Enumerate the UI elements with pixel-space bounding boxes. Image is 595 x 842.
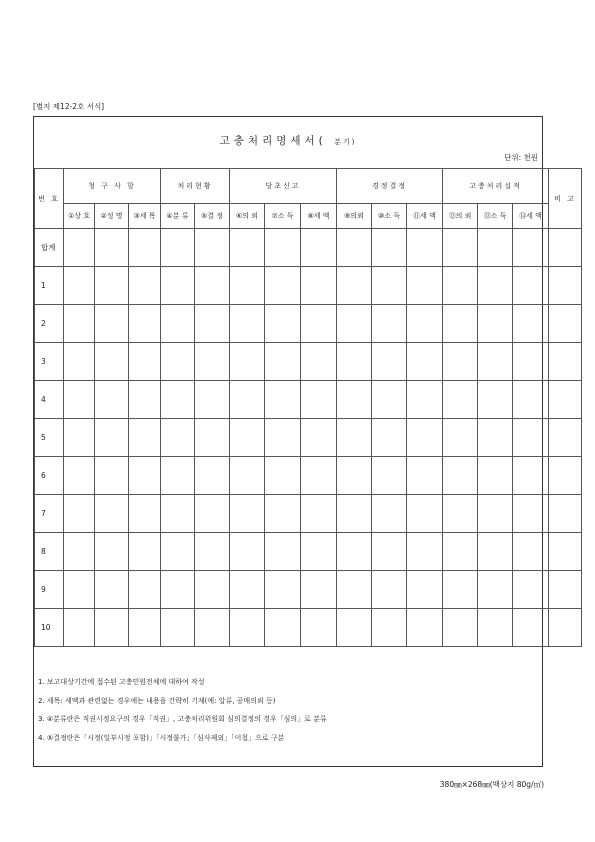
table-cell[interactable] — [129, 381, 161, 419]
total-row — [35, 229, 582, 267]
table-cell[interactable] — [230, 533, 265, 571]
table-cell[interactable] — [265, 609, 301, 647]
table-cell[interactable] — [372, 457, 407, 495]
col-header: ⑧세 액 — [301, 204, 337, 229]
table-cell[interactable] — [265, 457, 301, 495]
table-cell[interactable] — [337, 419, 372, 457]
table-cell[interactable] — [443, 495, 478, 533]
table-cell[interactable] — [549, 267, 582, 305]
table-cell[interactable] — [64, 495, 95, 533]
table-cell[interactable] — [337, 343, 372, 381]
header-correction: 경정결정 — [337, 169, 443, 204]
table-cell[interactable] — [195, 609, 230, 647]
title-quarter: 분기) — [334, 138, 357, 146]
table-cell[interactable] — [230, 495, 265, 533]
table-row — [35, 305, 582, 343]
table-cell[interactable] — [549, 419, 582, 457]
table-cell[interactable] — [265, 533, 301, 571]
col-header: ⑥의 뢰 — [230, 204, 265, 229]
table-cell[interactable] — [301, 533, 337, 571]
header-remarks: 비 고 — [549, 169, 582, 229]
row-label: 3 — [35, 343, 64, 381]
table-cell[interactable] — [230, 305, 265, 343]
table-cell[interactable] — [265, 495, 301, 533]
form-frame — [33, 116, 576, 767]
table-cell[interactable] — [443, 533, 478, 571]
table-cell[interactable] — [64, 229, 95, 267]
col-header: ①상 호 — [64, 204, 95, 229]
table-row — [35, 457, 582, 495]
table-cell[interactable] — [230, 381, 265, 419]
table-cell[interactable] — [549, 571, 582, 609]
row-label: 10 — [35, 609, 64, 647]
table-cell[interactable] — [407, 533, 443, 571]
table-cell[interactable] — [265, 229, 301, 267]
header-claim: 청 구 사 항 — [64, 169, 161, 204]
note-item: 2. 세목: 세액과 관련없는 경우에는 내용을 간략히 기재(예: 압류, 공매의뢰 등) — [38, 696, 276, 705]
table-row — [35, 533, 582, 571]
table-cell[interactable] — [161, 381, 195, 419]
table-cell[interactable] — [337, 267, 372, 305]
header-number: 번 호 — [35, 169, 64, 229]
table-cell[interactable] — [372, 419, 407, 457]
table-cell[interactable] — [301, 495, 337, 533]
table-cell[interactable] — [230, 419, 265, 457]
table-cell[interactable] — [513, 305, 549, 343]
table-cell[interactable] — [407, 305, 443, 343]
table-row — [35, 609, 582, 647]
notes — [38, 673, 327, 747]
table-cell[interactable] — [161, 229, 195, 267]
table-cell[interactable] — [372, 533, 407, 571]
table-cell[interactable] — [64, 381, 95, 419]
table-cell[interactable] — [337, 305, 372, 343]
table-cell[interactable] — [443, 381, 478, 419]
table-cell[interactable] — [129, 457, 161, 495]
row-label: 합계 — [35, 229, 64, 267]
header-results: 고충처리실적 — [443, 169, 549, 204]
table-cell[interactable] — [195, 571, 230, 609]
table-cell[interactable] — [230, 457, 265, 495]
table-cell[interactable] — [513, 381, 549, 419]
table-cell[interactable] — [372, 609, 407, 647]
table-cell[interactable] — [443, 419, 478, 457]
table-cell[interactable] — [513, 419, 549, 457]
table-cell[interactable] — [95, 609, 129, 647]
header-processing: 처리현황 — [161, 169, 230, 204]
table-cell[interactable] — [478, 267, 513, 305]
table-cell[interactable] — [337, 457, 372, 495]
table-cell[interactable] — [64, 267, 95, 305]
table-cell[interactable] — [478, 533, 513, 571]
table-cell[interactable] — [95, 533, 129, 571]
table-cell[interactable] — [195, 267, 230, 305]
table-cell[interactable] — [478, 343, 513, 381]
col-header: ③세 목 — [129, 204, 161, 229]
table-cell[interactable] — [443, 229, 478, 267]
table-cell[interactable] — [195, 343, 230, 381]
table-cell[interactable] — [265, 381, 301, 419]
table-cell[interactable] — [407, 571, 443, 609]
table-cell[interactable] — [478, 305, 513, 343]
col-header: ⑫의 뢰 — [443, 204, 478, 229]
table-cell[interactable] — [407, 495, 443, 533]
form-label: [별지 제12-2호 서식] — [33, 102, 105, 111]
table-cell[interactable] — [195, 495, 230, 533]
table-cell[interactable] — [64, 457, 95, 495]
table-cell[interactable] — [265, 419, 301, 457]
table-cell[interactable] — [513, 495, 549, 533]
table-cell[interactable] — [478, 571, 513, 609]
note-item: 4. ⑤결정란은「시정(일부시정 포함)」「시정불가」「심사제외」「이첩」으로 구분 — [38, 733, 285, 742]
table-row — [35, 343, 582, 381]
table-cell[interactable] — [95, 267, 129, 305]
col-header: ⑪세 액 — [407, 204, 443, 229]
col-header: ④분 류 — [161, 204, 195, 229]
table-cell[interactable] — [95, 343, 129, 381]
table-cell[interactable] — [129, 267, 161, 305]
table-cell[interactable] — [443, 305, 478, 343]
table-cell[interactable] — [64, 343, 95, 381]
table-cell[interactable] — [337, 533, 372, 571]
table-cell[interactable] — [95, 419, 129, 457]
table-cell[interactable] — [443, 571, 478, 609]
table-body — [35, 229, 582, 647]
table-cell[interactable] — [64, 533, 95, 571]
table-cell[interactable] — [161, 609, 195, 647]
table-cell[interactable] — [161, 267, 195, 305]
table-cell[interactable] — [513, 229, 549, 267]
table-cell[interactable] — [230, 267, 265, 305]
table-cell[interactable] — [372, 381, 407, 419]
table-row — [35, 495, 582, 533]
table-cell[interactable] — [337, 495, 372, 533]
table-cell[interactable] — [161, 571, 195, 609]
col-header: ⑭세 액 — [513, 204, 549, 229]
table-cell[interactable] — [549, 533, 582, 571]
table-cell[interactable] — [64, 419, 95, 457]
table-row — [35, 419, 582, 457]
table-cell[interactable] — [407, 381, 443, 419]
table-cell[interactable] — [478, 381, 513, 419]
header-original-filing: 당초신고 — [230, 169, 337, 204]
paper-spec: 380㎜×268㎜(백상지 80g/㎡) — [439, 780, 544, 789]
note-item: 1. 보고대상기간에 접수된 고충민원전체에 대하여 작성 — [38, 678, 205, 686]
table-cell[interactable] — [301, 457, 337, 495]
table-cell[interactable] — [95, 457, 129, 495]
form-title — [34, 133, 542, 148]
table-cell[interactable] — [161, 457, 195, 495]
table-cell[interactable] — [95, 305, 129, 343]
table-cell[interactable] — [549, 381, 582, 419]
table-cell[interactable] — [372, 229, 407, 267]
table-cell[interactable] — [129, 571, 161, 609]
col-header: ⑩소 득 — [372, 204, 407, 229]
row-label: 5 — [35, 419, 64, 457]
table-cell[interactable] — [513, 609, 549, 647]
row-label: 4 — [35, 381, 64, 419]
table-cell[interactable] — [549, 609, 582, 647]
table-cell[interactable] — [443, 343, 478, 381]
table-cell[interactable] — [407, 267, 443, 305]
row-label: 6 — [35, 457, 64, 495]
table-cell[interactable] — [372, 343, 407, 381]
col-header: ⑨의뢰 — [337, 204, 372, 229]
table-cell[interactable] — [301, 267, 337, 305]
table-cell[interactable] — [549, 305, 582, 343]
table-cell[interactable] — [478, 229, 513, 267]
table-cell[interactable] — [513, 571, 549, 609]
table-cell[interactable] — [129, 495, 161, 533]
table-cell[interactable] — [301, 343, 337, 381]
table-row — [35, 267, 582, 305]
table-cell[interactable] — [230, 343, 265, 381]
table-cell[interactable] — [64, 305, 95, 343]
table-cell[interactable] — [64, 609, 95, 647]
table-cell[interactable] — [549, 343, 582, 381]
table-cell[interactable] — [549, 495, 582, 533]
table-cell[interactable] — [478, 419, 513, 457]
table-cell[interactable] — [372, 571, 407, 609]
table-cell[interactable] — [301, 305, 337, 343]
table-cell[interactable] — [372, 495, 407, 533]
title-main: 고충처리명세서( — [219, 135, 327, 147]
unit-label: 단위: 천원 — [504, 153, 538, 162]
table-cell[interactable] — [265, 343, 301, 381]
col-header: ⑦소 득 — [265, 204, 301, 229]
header-row-columns — [35, 204, 582, 229]
table-cell[interactable] — [161, 419, 195, 457]
table-cell[interactable] — [513, 533, 549, 571]
row-label: 9 — [35, 571, 64, 609]
statement-table — [34, 168, 582, 647]
table-cell[interactable] — [443, 267, 478, 305]
table-cell[interactable] — [161, 533, 195, 571]
note-item: 3. ④분류란은 직권시정요구의 경우「직권」, 고충처리위원회 심의결정의 경우「심의」로 분류 — [38, 715, 327, 723]
table-cell[interactable] — [443, 457, 478, 495]
table-row — [35, 381, 582, 419]
table-cell[interactable] — [230, 609, 265, 647]
table-cell[interactable] — [265, 571, 301, 609]
table-cell[interactable] — [129, 305, 161, 343]
table-cell[interactable] — [95, 495, 129, 533]
table-cell[interactable] — [337, 381, 372, 419]
table-cell[interactable] — [195, 457, 230, 495]
col-header: ②성 명 — [95, 204, 129, 229]
table-cell[interactable] — [407, 229, 443, 267]
table-cell[interactable] — [301, 229, 337, 267]
row-label: 1 — [35, 267, 64, 305]
table-cell[interactable] — [161, 343, 195, 381]
table-cell[interactable] — [129, 229, 161, 267]
table-cell[interactable] — [407, 609, 443, 647]
table-cell[interactable] — [265, 267, 301, 305]
table-cell[interactable] — [195, 229, 230, 267]
table-cell[interactable] — [161, 495, 195, 533]
table-cell[interactable] — [301, 571, 337, 609]
table-cell[interactable] — [265, 305, 301, 343]
table-cell[interactable] — [95, 229, 129, 267]
table-cell[interactable] — [301, 609, 337, 647]
table-row — [35, 571, 582, 609]
table-cell[interactable] — [478, 609, 513, 647]
table-cell[interactable] — [443, 609, 478, 647]
col-header: ⑤결 정 — [195, 204, 230, 229]
table-cell[interactable] — [64, 571, 95, 609]
table-cell[interactable] — [230, 229, 265, 267]
table-cell[interactable] — [513, 343, 549, 381]
table-cell[interactable] — [337, 609, 372, 647]
table-cell[interactable] — [129, 533, 161, 571]
table-cell[interactable] — [95, 571, 129, 609]
table-cell[interactable] — [195, 305, 230, 343]
col-header: ⑬소 득 — [478, 204, 513, 229]
table-cell[interactable] — [407, 343, 443, 381]
table-cell[interactable] — [161, 305, 195, 343]
table-cell[interactable] — [478, 457, 513, 495]
row-label: 8 — [35, 533, 64, 571]
table-cell[interactable] — [195, 381, 230, 419]
table-cell[interactable] — [407, 457, 443, 495]
table-cell[interactable] — [513, 267, 549, 305]
table-cell[interactable] — [129, 609, 161, 647]
table-cell[interactable] — [301, 419, 337, 457]
table-cell[interactable] — [513, 457, 549, 495]
table-cell[interactable] — [549, 229, 582, 267]
table-cell[interactable] — [129, 419, 161, 457]
table-cell[interactable] — [372, 267, 407, 305]
header-row-groups — [35, 169, 582, 204]
table-cell[interactable] — [407, 419, 443, 457]
table-cell[interactable] — [195, 533, 230, 571]
table-cell[interactable] — [230, 571, 265, 609]
table-cell[interactable] — [478, 495, 513, 533]
table-cell[interactable] — [337, 229, 372, 267]
table-cell[interactable] — [129, 343, 161, 381]
table-cell[interactable] — [95, 381, 129, 419]
table-cell[interactable] — [549, 457, 582, 495]
row-label: 2 — [35, 305, 64, 343]
table-cell[interactable] — [337, 571, 372, 609]
table-cell[interactable] — [195, 419, 230, 457]
table-cell[interactable] — [301, 381, 337, 419]
table-cell[interactable] — [372, 305, 407, 343]
row-label: 7 — [35, 495, 64, 533]
